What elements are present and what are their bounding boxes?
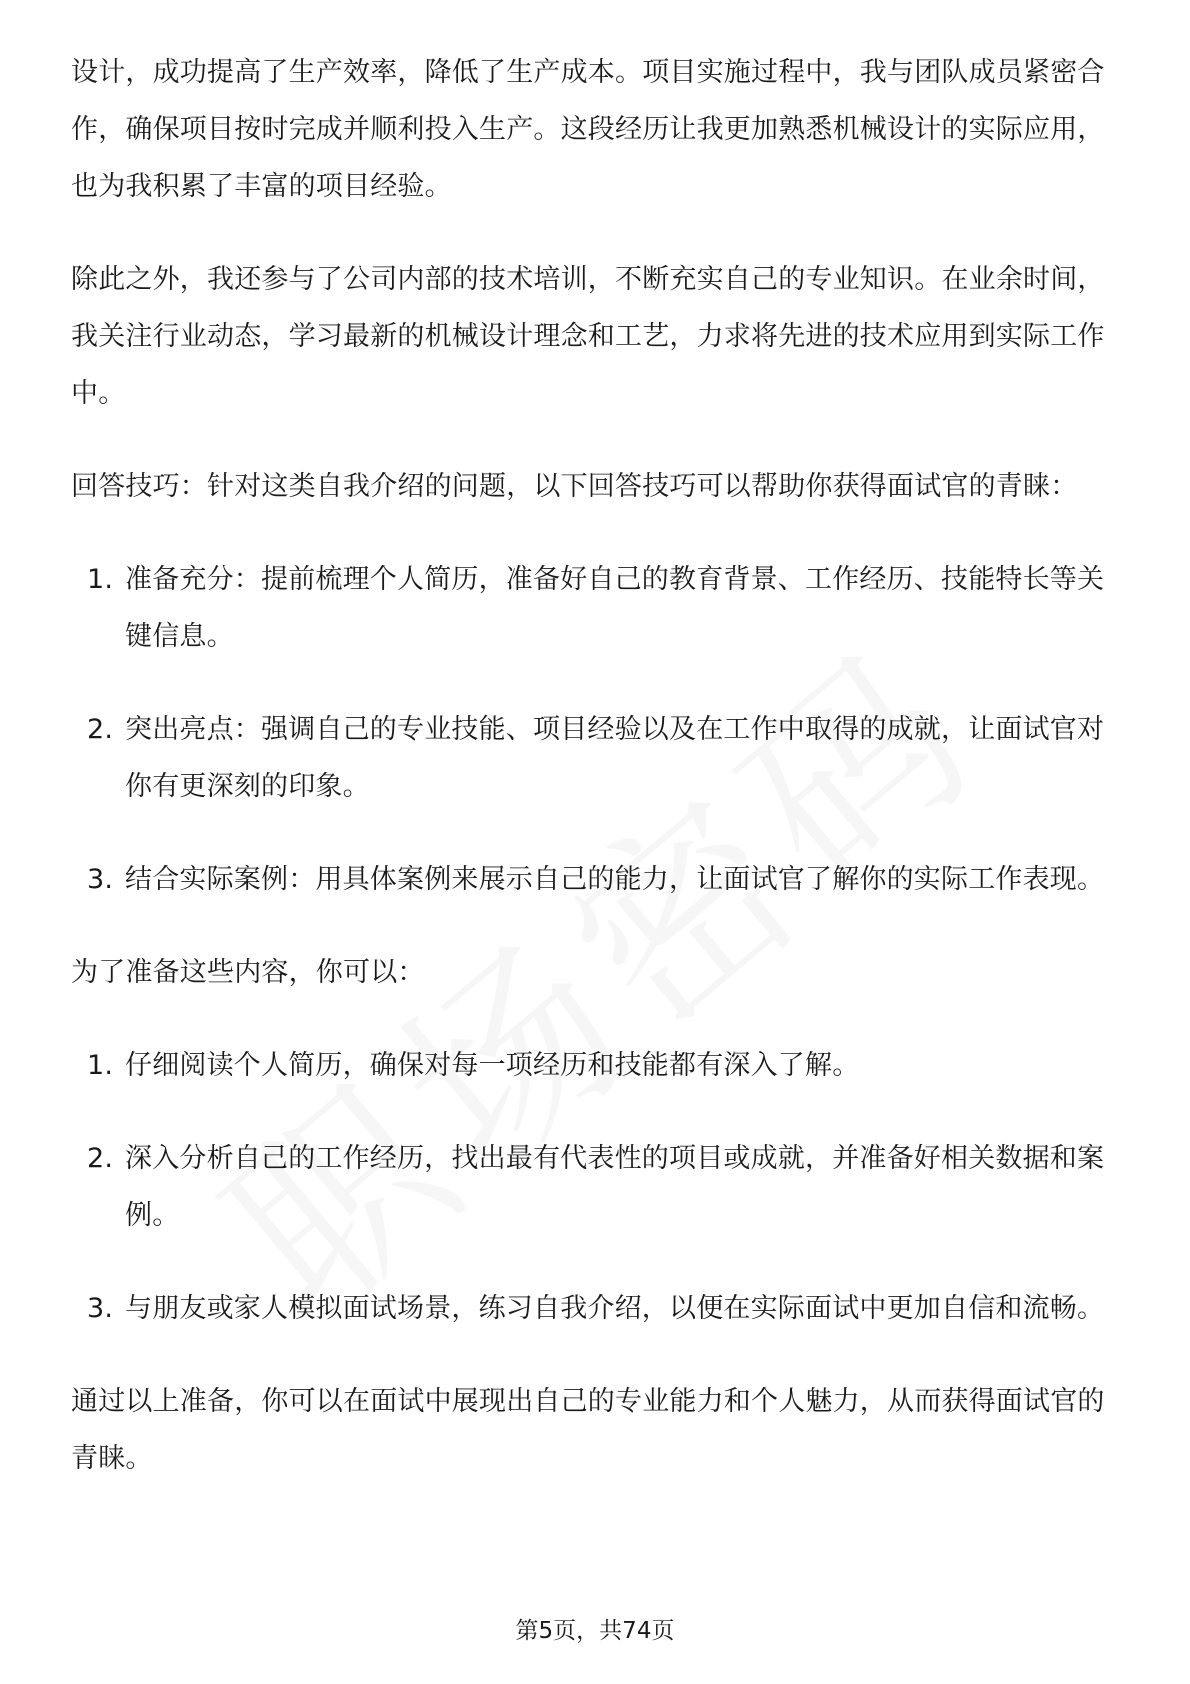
paragraph-project-experience: 设计，成功提高了生产效率，降低了生产成本。项目实施过程中，我与团队成员紧密合作，确保项目按时完成并顺利投入生产。这段经历让我更加熟悉机械设计的实际应用，也为我积累了丰富的项目经验。: [71, 57, 1105, 202]
list-item-text: 仔细阅读个人简历，确保对每一项经历和技能都有深入了解。: [125, 1050, 860, 1081]
prep-steps-list: [71, 1037, 1121, 1337]
list-item-text: 深入分析自己的工作经历，找出最有代表性的项目或成就，并准备好相关数据和案例。: [125, 1143, 1105, 1231]
page-number: 第5页，共74页: [515, 1618, 675, 1644]
list-item: [71, 1130, 1121, 1244]
list-item-text: 与朋友或家人模拟面试场景，练习自我介绍，以便在实际面试中更加自信和流畅。: [125, 1293, 1105, 1324]
document-body: [71, 44, 1121, 1523]
list-item-text: 准备充分：提前梳理个人简历，准备好自己的教育背景、工作经历、技能特长等关键信息。: [125, 564, 1105, 652]
list-item: [71, 1280, 1121, 1337]
list-number: 3.: [87, 1293, 114, 1324]
list-number: 1.: [87, 564, 114, 595]
list-item-text: 突出亮点：强调自己的专业技能、项目经验以及在工作中取得的成就，让面试官对你有更深刻的印象。: [125, 714, 1105, 802]
list-item: [71, 1037, 1121, 1094]
list-number: 1.: [87, 1050, 114, 1081]
paragraph-training: 除此之外，我还参与了公司内部的技术培训，不断充实自己的专业知识。在业余时间，我关注行业动态，学习最新的机械设计理念和工艺，力求将先进的技术应用到实际工作中。: [71, 264, 1105, 409]
paragraph-conclusion: 通过以上准备，你可以在面试中展现出自己的专业能力和个人魅力，从而获得面试官的青睐。: [71, 1386, 1105, 1474]
list-item: [71, 701, 1121, 815]
list-item: [71, 851, 1121, 908]
list-item-text: 结合实际案例：用具体案例来展示自己的能力，让面试官了解你的实际工作表现。: [125, 864, 1105, 895]
answer-tips-list: [71, 551, 1121, 908]
list-number: 2.: [87, 1143, 114, 1174]
list-number: 3.: [87, 864, 114, 895]
list-number: 2.: [87, 714, 114, 745]
list-item: [71, 551, 1121, 665]
paragraph-answer-tips-intro: 回答技巧：针对这类自我介绍的问题，以下回答技巧可以帮助你获得面试官的青睐：: [71, 471, 1078, 502]
paragraph-prep-intro: 为了准备这些内容，你可以：: [71, 957, 425, 988]
